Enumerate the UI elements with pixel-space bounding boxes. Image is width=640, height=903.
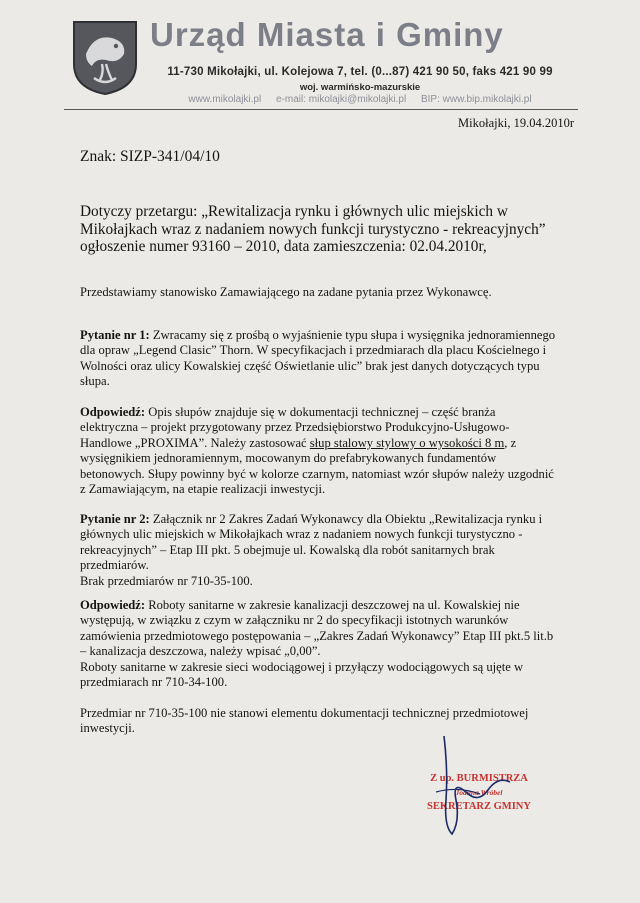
intro-text: Przedstawiamy stanowisko Zamawiającego na zadane pytania przez Wykonawcę. bbox=[80, 285, 492, 299]
question-2 bbox=[80, 512, 580, 589]
text-line bbox=[80, 598, 580, 613]
text-line: przedmiarach nr 710-34-100. bbox=[80, 675, 228, 690]
text-span: , z bbox=[504, 435, 517, 450]
bip-link[interactable]: BIP: www.bip.mikolajki.pl bbox=[420, 94, 532, 105]
coat-of-arms-logo bbox=[72, 20, 138, 96]
stamp-line: Z up. BURMISTRZA bbox=[430, 773, 528, 784]
intro-paragraph bbox=[80, 285, 580, 300]
text-span: Handlowe „PROXIMA”. Należy zastosować bbox=[80, 435, 310, 450]
text-line: z Zamawiającym, na etapie realizacji inwestycji. bbox=[80, 482, 326, 497]
office-region: woj. warmińsko-mazurskie bbox=[299, 82, 421, 93]
answer-label: Odpowiedź: bbox=[80, 598, 146, 612]
text-span: Roboty sanitarne w zakresie kanalizacji deszczowej na ul. Kowalskiej nie bbox=[145, 598, 520, 612]
question-1 bbox=[80, 328, 580, 390]
text-line: wysięgnikiem jednoramiennym, mocowanym do prefabrykowanych fundamentów bbox=[80, 451, 497, 466]
text-line: przedmiarów. bbox=[80, 558, 149, 573]
text-line bbox=[80, 328, 580, 343]
text-line: Przedmiar nr 710-35-100 nie stanowi elementu dokumentacji technicznej przedmiotowej bbox=[80, 706, 529, 720]
text-line: Roboty sanitarne w zakresie sieci wodociągowej i przyłączy wodociągowych są ujęte w bbox=[80, 659, 524, 674]
letterhead-divider bbox=[64, 109, 578, 110]
stamp-line: SEKRETARZ GMINY bbox=[427, 801, 531, 812]
text-line: elektryczna – projekt przygotowany przez Przedsiębiorstwo Produkcyjno-Usługowo- bbox=[80, 420, 510, 435]
answer-2 bbox=[80, 598, 580, 690]
email-link[interactable]: e-mail: mikolajki@mikolajki.pl bbox=[276, 94, 407, 105]
text-span: Opis słupów znajduje się w dokumentacji technicznej – część branża bbox=[145, 405, 496, 419]
question-label: Pytanie nr 1: bbox=[80, 328, 150, 342]
text-line: występują, w związku z czym w załączniku nr 2 do specyfikacji istotnych warunków bbox=[80, 613, 509, 628]
subject-line: ogłoszenie numer 93160 – 2010, data zamieszczenia: 02.04.2010r, bbox=[80, 238, 487, 255]
handwritten-signature bbox=[418, 730, 528, 850]
text-line bbox=[80, 436, 580, 451]
text-line: – kanalizacja deszczowa, należy wpisać „0,00”. bbox=[80, 644, 321, 659]
subject-line: Dotyczy przetargu: „Rewitalizacja rynku i głównych ulic miejskich w bbox=[80, 203, 508, 220]
text-line: betonowych. Słupy powinny być w kolorze czarnym, natomiast wzór słupów należy uzgodnić bbox=[80, 466, 554, 481]
text-span: Załącznik nr 2 Zakres Zadań Wykonawcy dla Obiektu „Rewitalizacja rynku i bbox=[149, 512, 543, 526]
text-line: rekreacyjnych” – Etap III pkt. 5 obejmuje ul. Kowalską dla robót sanitarnych brak bbox=[80, 542, 495, 557]
letter-date: Mikołajki, 19.04.2010r bbox=[458, 116, 574, 130]
underlined-requirement: słup stalowy stylowy o wysokości 8 m bbox=[309, 435, 505, 450]
text-line bbox=[80, 512, 580, 527]
office-contact bbox=[140, 94, 580, 105]
reference-number: Znak: SIZP-341/04/10 bbox=[80, 148, 220, 165]
text-line: inwestycji. bbox=[80, 721, 135, 736]
stamp-name: Joanna Wróbel bbox=[455, 788, 503, 797]
answer-label: Odpowiedź: bbox=[80, 405, 146, 419]
text-line: zamówienia przedmiotowego postępowania – „Zakres Zadań Wykonawcy” Etap III pkt.5 lit.b bbox=[80, 628, 554, 643]
text-span: Zwracamy się z prośbą o wyjaśnienie typu słupa i wysięgnika jednoramiennego bbox=[149, 328, 556, 342]
office-name: Urząd Miasta i Gminy bbox=[150, 16, 504, 53]
subject bbox=[80, 203, 580, 256]
text-line: głównych ulic miejskich w Mikołajkach wraz z nadaniem nowych funkcji turystyczno - bbox=[80, 527, 523, 542]
text-line: Brak przedmiarów nr 710-35-100. bbox=[80, 573, 253, 588]
question-label: Pytanie nr 2: bbox=[80, 512, 150, 526]
text-line bbox=[80, 405, 580, 420]
subject-line: Mikołajkach wraz z nadaniem nowych funkcji turystyczno - rekreacyjnych” bbox=[80, 220, 546, 238]
office-address: 11-730 Mikołajki, ul. Kolejowa 7, tel. (0...87) 421 90 50, faks 421 90 99 bbox=[167, 66, 553, 78]
text-line: dla opraw „Legend Clasic” Thorn. W specyfikacjach i przedmiarach dla placu Kościelnego i bbox=[80, 343, 547, 358]
answer-1 bbox=[80, 405, 580, 497]
text-line: słupa. bbox=[80, 374, 110, 389]
text-line: Wolności oraz ulicy Kowalskiej część Oświetlanie ulic” brak jest danych dotyczących typu bbox=[80, 358, 540, 373]
website-link[interactable]: www.mikolajki.pl bbox=[188, 94, 262, 105]
